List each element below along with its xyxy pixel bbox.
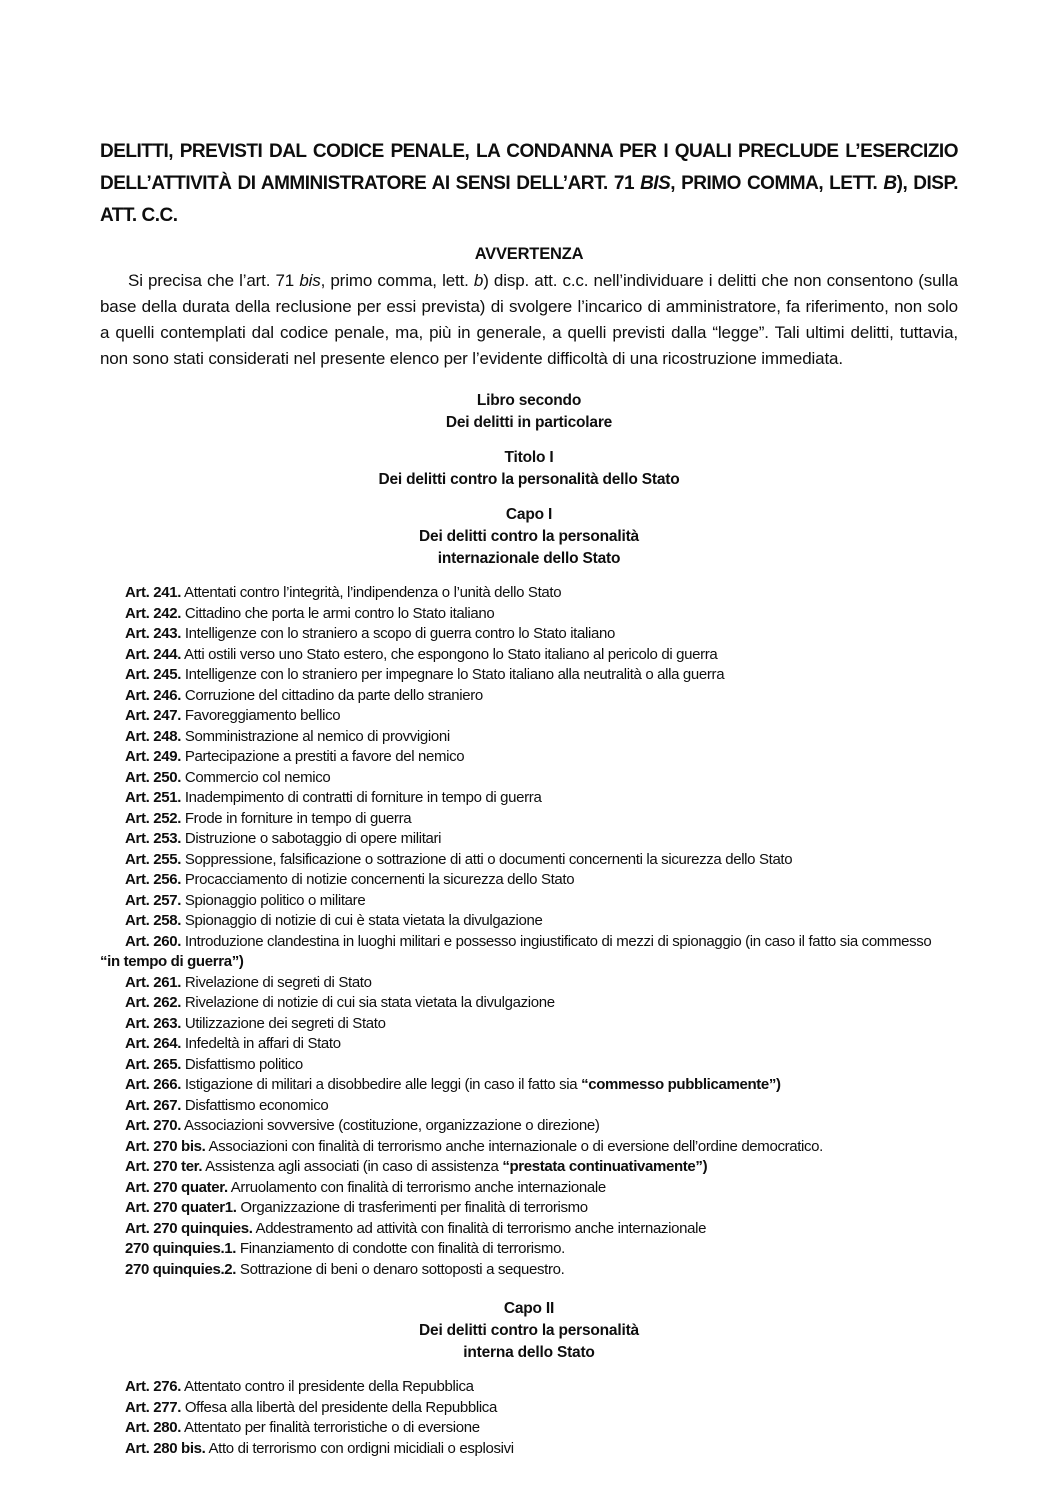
text-segment: bis — [299, 271, 321, 290]
text-segment: Si precisa che l’art. 71 — [128, 271, 300, 290]
article-text: Utilizzazione dei segreti di Stato — [181, 1014, 386, 1032]
article-text: Somministrazione al nemico di provvigioni — [181, 727, 450, 745]
article-entry — [100, 809, 958, 830]
article-label: Art. 277. — [125, 1398, 182, 1416]
article-entry — [100, 1034, 958, 1055]
article-label: Art. 270 bis. — [125, 1137, 206, 1155]
article-entry — [100, 645, 958, 666]
article-label: Art. 241. — [125, 584, 182, 601]
article-entry — [100, 768, 958, 789]
heading-line: Titolo I — [504, 449, 554, 466]
article-label: Art. 267. — [125, 1096, 182, 1114]
article-entry — [100, 1157, 958, 1178]
article-entry — [100, 1198, 958, 1219]
article-entry — [100, 1439, 958, 1460]
article-entry — [100, 583, 958, 604]
article-entry — [100, 1219, 958, 1240]
article-entry — [100, 993, 958, 1014]
heading-line: interna dello Stato — [463, 1344, 595, 1361]
article-text: Commercio col nemico — [181, 768, 331, 786]
article-label: Art. 280. — [125, 1419, 182, 1436]
article-text: Attentato contro il presidente della Repubblica — [181, 1378, 474, 1395]
text-segment: DELITTI, PREVISTI DAL CODICE PENALE, LA CONDANNA PER I QUALI PRECLUDE L’ESERCIZIO DELL’ATTIVITÀ DI AMMINISTRATORE AI SENSI DELL’ART. 71 — [100, 141, 958, 194]
text-segment: b — [473, 271, 484, 290]
article-label: 270 quinquies.2. — [125, 1260, 237, 1278]
article-entry — [100, 911, 958, 932]
article-text: Corruzione del cittadino da parte dello straniero — [181, 686, 483, 704]
heading-libro-secondo — [100, 390, 958, 434]
article-entry — [100, 891, 958, 912]
article-entry — [100, 1014, 958, 1035]
article-entry — [100, 727, 958, 748]
article-label: Art. 262. — [125, 994, 182, 1011]
article-text: Atti ostili verso uno Stato estero, che espongono lo Stato italiano al pericolo di guerra — [181, 645, 718, 663]
article-label: Art. 250. — [125, 768, 182, 786]
article-text: Attentati contro l’integrità, l’indipendenza o l’unità dello Stato — [181, 584, 562, 601]
article-entry — [100, 747, 958, 768]
article-text: Spionaggio politico o militare — [181, 891, 366, 909]
article-text: Arruolamento con finalità di terrorismo anche internazionale — [227, 1178, 606, 1196]
article-label: Art. 246. — [125, 686, 182, 704]
heading-capo-2 — [100, 1298, 958, 1364]
article-entry — [100, 1178, 958, 1199]
heading-titolo-1 — [100, 447, 958, 491]
article-label: Art. 265. — [125, 1055, 182, 1073]
article-text: Favoreggiamento bellico — [181, 707, 341, 724]
article-entry — [100, 1260, 958, 1281]
article-label: 270 quinquies.1. — [125, 1240, 237, 1257]
article-text: Attentato per finalità terroristiche o di eversione — [181, 1419, 480, 1436]
article-label: Art. 255. — [125, 850, 182, 868]
article-entry — [100, 829, 958, 850]
text-segment: , primo comma, lett. — [320, 271, 474, 290]
article-entry — [100, 932, 958, 973]
article-entry — [100, 1055, 958, 1076]
heading-line: Libro secondo — [476, 392, 582, 409]
article-entry — [100, 686, 958, 707]
article-entry — [100, 1418, 958, 1439]
article-text: Assistenza agli associati (in caso di assistenza — [202, 1158, 503, 1175]
text-segment: ), DISP. ATT. C.C. — [100, 173, 958, 226]
article-label: Art. 249. — [125, 748, 182, 765]
article-text: Cittadino che porta le armi contro lo Stato italiano — [181, 604, 495, 622]
article-label: Art. 257. — [125, 891, 182, 909]
heading-line: Dei delitti contro la personalità — [419, 528, 639, 545]
article-text: Procacciamento di notizie concernenti la sicurezza dello Stato — [181, 871, 575, 888]
document-title — [100, 136, 958, 232]
article-label: Art. 270 quater. — [125, 1178, 228, 1196]
article-text: Intelligenze con lo straniero a scopo di guerra contro lo Stato italiano — [181, 625, 615, 642]
article-label: Art. 253. — [125, 830, 182, 847]
article-text: Istigazione di militari a disobbedire alle leggi (in caso il fatto sia — [181, 1076, 582, 1093]
article-label: Art. 247. — [125, 707, 182, 724]
article-entry — [100, 788, 958, 809]
heading-capo-1 — [100, 504, 958, 570]
article-text: Frode in forniture in tempo di guerra — [181, 809, 412, 827]
article-entry — [100, 1096, 958, 1117]
text-segment: ) disp. att. c.c. nell’individuare i delitti che non consentono (sulla base della durata della reclusione per essi prevista) di svolgere l’incarico di amministratore, fa riferimento, non solo a quelli contemplati dal codice penale, ma, più in generale, a quelli previsti dalla “legge”. Tali ultimi delitti, tuttavia, non sono stati considerati nel presente elenco per l’evidente difficoltà di una ricostruzione immediata. — [100, 271, 958, 368]
article-label: Art. 245. — [125, 666, 182, 683]
article-label: Art. 244. — [125, 645, 182, 663]
heading-line: Dei delitti contro la personalità — [419, 1322, 639, 1339]
article-label: Art. 263. — [125, 1014, 182, 1032]
article-label: Art. 256. — [125, 871, 182, 888]
article-label: Art. 251. — [125, 789, 182, 806]
article-text: Soppressione, falsificazione o sottrazione di atti o documenti concernenti la sicurezza dello Stato — [181, 850, 793, 868]
article-label: Art. 270 ter. — [125, 1158, 203, 1175]
article-text: Associazioni con finalità di terrorismo anche internazionale o di eversione dell’ordine democratico. — [205, 1137, 823, 1155]
article-label: Art. 280 bis. — [125, 1439, 206, 1457]
heading-line: Dei delitti in particolare — [445, 414, 613, 431]
article-entry — [100, 604, 958, 625]
article-text: Associazioni sovversive (costituzione, organizzazione o direzione) — [181, 1117, 600, 1134]
article-text: Offesa alla libertà del presidente della Repubblica — [181, 1398, 497, 1416]
article-entry — [100, 1137, 958, 1158]
article-text: Inadempimento di contratti di forniture in tempo di guerra — [181, 789, 542, 806]
avvertenza-heading: AVVERTENZA — [474, 245, 584, 263]
article-entry — [100, 870, 958, 891]
article-entry — [100, 665, 958, 686]
article-entry — [100, 850, 958, 871]
article-label: Art. 266. — [125, 1076, 182, 1093]
article-text: Introduzione clandestina in luoghi militari e possesso ingiustificato di mezzi di spionaggio (in caso il fatto sia commesso — [181, 932, 932, 950]
article-label: Art. 248. — [125, 727, 182, 745]
article-text: Rivelazione di segreti di Stato — [181, 973, 372, 991]
article-label: Art. 276. — [125, 1378, 182, 1395]
article-label: Art. 242. — [125, 604, 182, 622]
article-entry — [100, 624, 958, 645]
article-text: “prestata continuativamente”) — [502, 1158, 708, 1175]
articles-list-capo-2 — [100, 1377, 958, 1459]
article-label: Art. 264. — [125, 1035, 182, 1052]
article-label: Art. 270 quinquies. — [125, 1219, 253, 1237]
article-label: Art. 252. — [125, 809, 182, 827]
heading-line: internazionale dello Stato — [437, 550, 621, 567]
heading-line: Dei delitti contro la personalità dello Stato — [378, 471, 680, 488]
article-label: Art. 270. — [125, 1117, 182, 1134]
article-entry — [100, 973, 958, 994]
article-text: Rivelazione di notizie di cui sia stata vietata la divulgazione — [181, 994, 555, 1011]
article-entry — [100, 1398, 958, 1419]
text-segment: , PRIMO COMMA, LETT. — [670, 173, 884, 194]
articles-list-capo-1 — [100, 583, 958, 1280]
article-label: Art. 243. — [125, 625, 182, 642]
article-text: Atto di terrorismo con ordigni micidiali o esplosivi — [205, 1439, 514, 1457]
article-label: Art. 261. — [125, 973, 182, 991]
article-text: Sottrazione di beni o denaro sottoposti a sequestro. — [236, 1260, 565, 1278]
article-label: Art. 270 quater1. — [125, 1199, 237, 1216]
heading-line: Capo I — [505, 506, 553, 523]
article-text: Infedeltà in affari di Stato — [181, 1035, 341, 1052]
article-label: Art. 258. — [125, 912, 182, 929]
text-segment: BIS — [640, 173, 671, 194]
article-text: Addestramento ad attività con finalità di terrorismo anche internazionale — [252, 1219, 707, 1237]
article-entry — [100, 1239, 958, 1260]
heading-line: Capo II — [503, 1300, 555, 1317]
article-entry — [100, 1075, 958, 1096]
article-text: Disfattismo economico — [181, 1096, 329, 1114]
article-label: Art. 260. — [125, 932, 182, 950]
avvertenza-paragraph — [100, 268, 958, 372]
article-text: Disfattismo politico — [181, 1055, 303, 1073]
article-text: Intelligenze con lo straniero per impegnare lo Stato italiano alla neutralità o alla guerra — [181, 666, 725, 683]
article-text: Spionaggio di notizie di cui è stata vietata la divulgazione — [181, 912, 543, 929]
article-text: Finanziamento di condotte con finalità di terrorismo. — [236, 1240, 565, 1257]
article-text: “in tempo di guerra”) — [100, 953, 244, 970]
text-segment: B — [883, 173, 897, 194]
article-text: Distruzione o sabotaggio di opere militari — [181, 830, 442, 847]
article-text: Organizzazione di trasferimenti per finalità di terrorismo — [236, 1199, 588, 1216]
article-entry — [100, 1116, 958, 1137]
article-text: “commesso pubblicamente”) — [581, 1076, 781, 1093]
article-entry — [100, 706, 958, 727]
article-entry — [100, 1377, 958, 1398]
article-text: Partecipazione a prestiti a favore del nemico — [181, 748, 465, 765]
